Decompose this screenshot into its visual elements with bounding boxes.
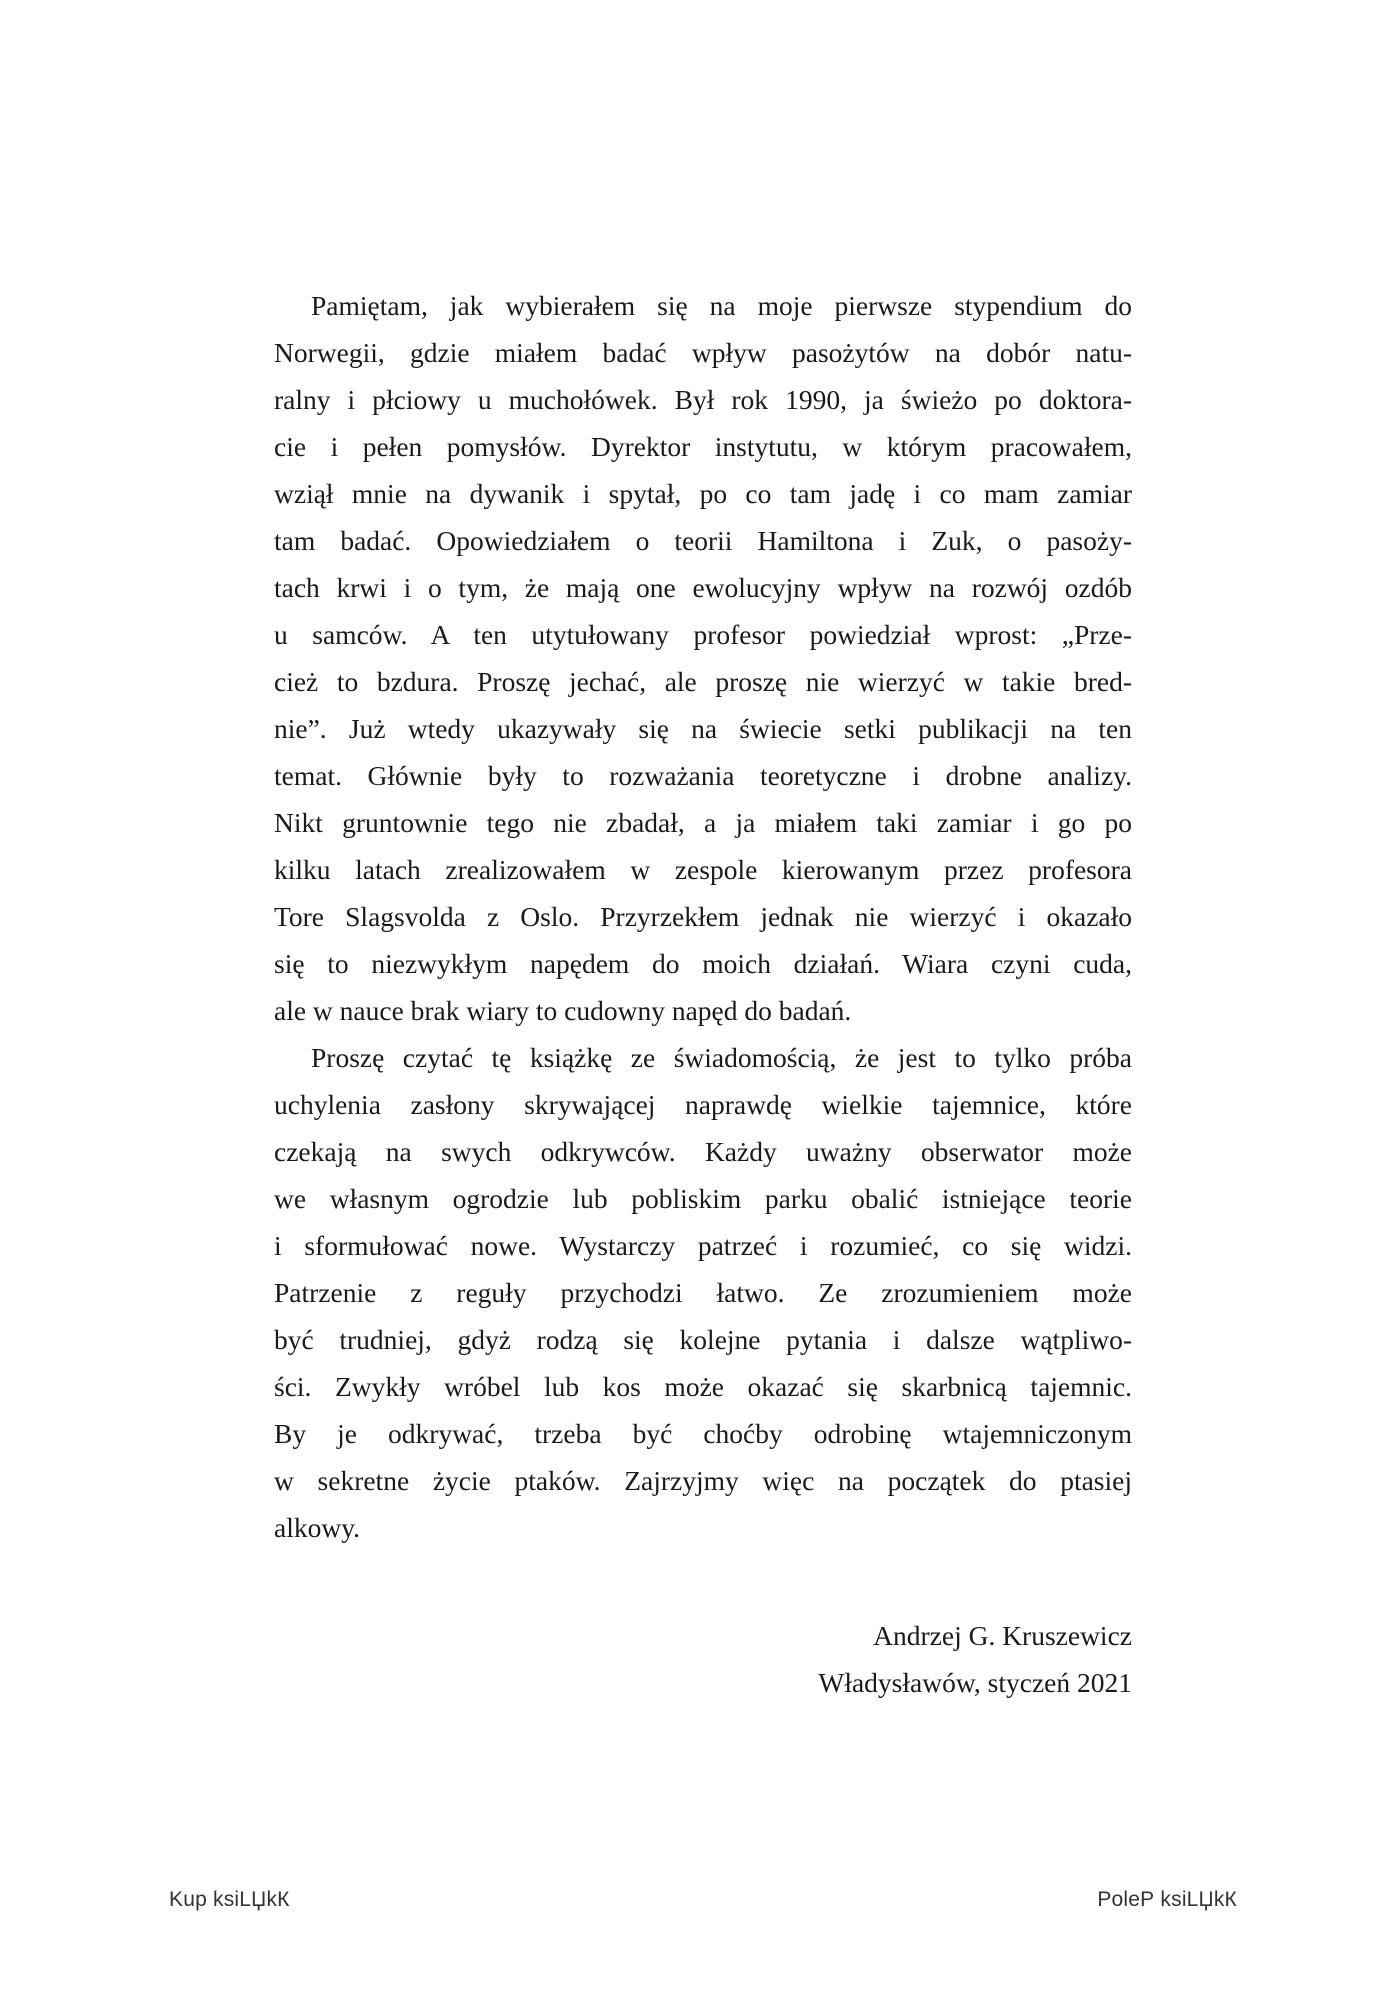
paragraph-1 [274, 282, 1132, 1034]
text-line: się to niezwykłym napędem do moich działań. Wiara czyni cuda, [274, 948, 1132, 979]
text-line: w sekretne życie ptaków. Zajrzyjmy więc na początek do ptasiej [274, 1465, 1132, 1496]
place-date: Władysławów, styczeń 2021 [818, 1667, 1132, 1698]
text-line: u samców. A ten utytułowany profesor powiedział wprost: „Prze- [274, 619, 1132, 650]
footer-buy-link[interactable]: Kup ksiLЏkК [169, 1888, 290, 1911]
text-line: ale w nauce brak wiary to cudowny napęd do badań. [274, 995, 852, 1026]
text-line: we własnym ogrodzie lub pobliskim parku obalić istniejące teorie [274, 1183, 1132, 1214]
text-line: Tore Slagsvolda z Oslo. Przyrzekłem jednak nie wierzyć i okazało [274, 901, 1132, 932]
paragraph-2 [274, 1034, 1132, 1551]
text-line: uchylenia zasłony skrywającej naprawdę wielkie tajemnice, które [274, 1089, 1132, 1120]
text-line: tam badać. Opowiedziałem o teorii Hamiltona i Zuk, o pasoży- [274, 525, 1132, 556]
text-line: kilku latach zrealizowałem w zespole kierowanym przez profesora [274, 854, 1132, 885]
footer-recommend-link[interactable]: PoleР ksiLЏkК [1097, 1888, 1237, 1911]
text-line: Patrzenie z reguły przychodzi łatwo. Ze zrozumieniem może [274, 1277, 1132, 1308]
author-name: Andrzej G. Kruszewicz [873, 1620, 1132, 1651]
body-text [274, 282, 1132, 1551]
text-line: i sformułować nowe. Wystarczy patrzeć i rozumieć, co się widzi. [274, 1230, 1132, 1261]
signature [818, 1612, 1132, 1706]
text-line: temat. Głównie były to rozważania teoretyczne i drobne analizy. [274, 760, 1132, 791]
text-line: ralny i płciowy u muchołówek. Był rok 1990, ja świeżo po doktora- [274, 384, 1132, 415]
text-line: nie”. Już wtedy ukazywały się na świecie setki publikacji na ten [274, 713, 1132, 744]
text-line: Pamiętam, jak wybierałem się na moje pierwsze stypendium do [311, 290, 1132, 321]
text-line: alkowy. [274, 1512, 361, 1543]
text-line: ści. Zwykły wróbel lub kos może okazać się skarbnicą tajemnic. [274, 1371, 1132, 1402]
text-line: czekają na swych odkrywców. Każdy uważny obserwator może [274, 1136, 1132, 1167]
text-line: być trudniej, gdyż rodzą się kolejne pytania i dalsze wątpliwo- [274, 1324, 1132, 1355]
text-line: By je odkrywać, trzeba być choćby odrobinę wtajemniczonym [274, 1418, 1132, 1449]
text-line: Proszę czytać tę książkę ze świadomością, że jest to tylko próba [311, 1042, 1132, 1073]
text-line: cież to bzdura. Proszę jechać, ale proszę nie wierzyć w takie bred- [274, 666, 1132, 697]
text-line: Nikt gruntownie tego nie zbadał, a ja miałem taki zamiar i go po [274, 807, 1132, 838]
text-line: tach krwi i o tym, że mają one ewolucyjny wpływ na rozwój ozdób [274, 572, 1132, 603]
text-line: Norwegii, gdzie miałem badać wpływ pasożytów na dobór natu- [274, 337, 1132, 368]
text-line: wziął mnie na dywanik i spytał, po co tam jadę i co mam zamiar [274, 478, 1132, 509]
text-line: cie i pełen pomysłów. Dyrektor instytutu, w którym pracowałem, [274, 431, 1132, 462]
